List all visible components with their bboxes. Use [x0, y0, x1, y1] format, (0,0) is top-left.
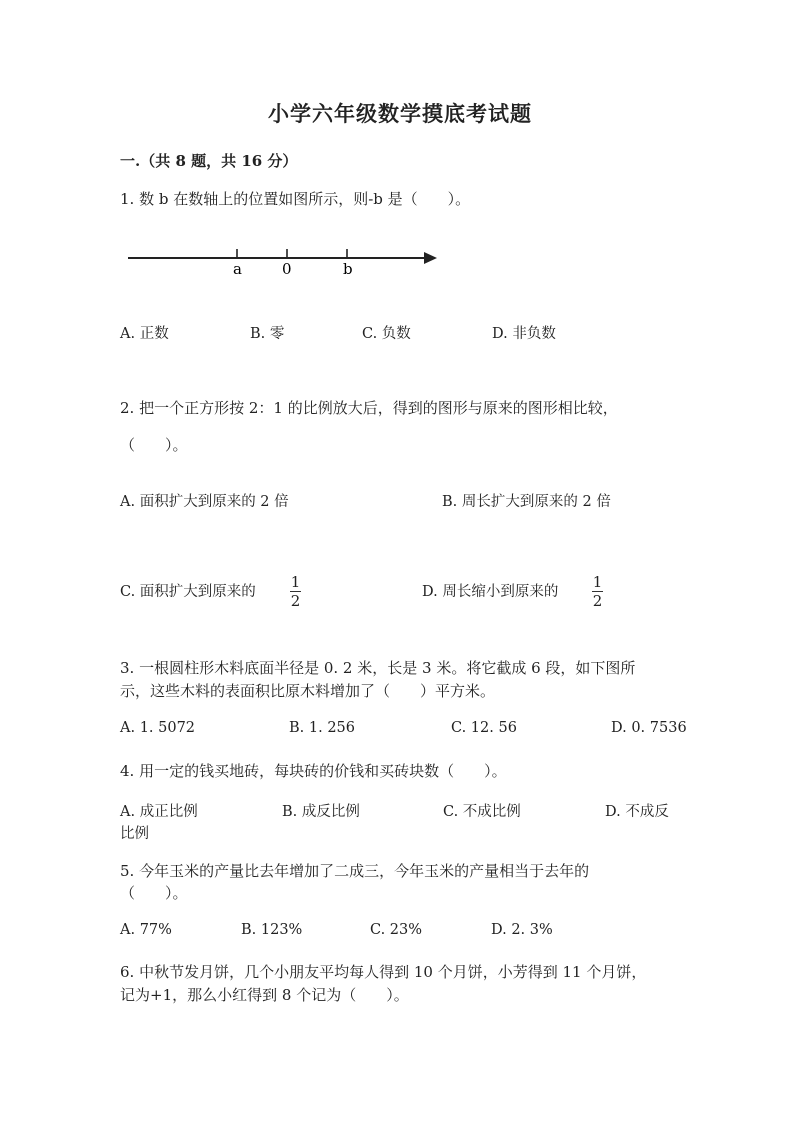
label-a: a — [233, 260, 242, 278]
question-3-stem-cont: 示，这些木料的表面积比原木料增加了（ ）平方米。 — [120, 682, 496, 700]
question-5-option-b[interactable]: B. 123% — [241, 922, 303, 938]
question-1-option-d[interactable]: D. 非负数 — [492, 326, 556, 342]
question-4-stem: 4. 用一定的钱买地砖，每块砖的价钱和买砖块数（ ）。 — [120, 762, 507, 780]
question-6-stem: 6. 中秋节发月饼，几个小朋友平均每人得到 10 个月饼，小芳得到 11 个月饼， — [120, 963, 647, 981]
question-5-option-c[interactable]: C. 23% — [370, 922, 423, 938]
label-b: b — [343, 260, 353, 278]
question-2-option-b[interactable]: B. 周长扩大到原来的 2 倍 — [442, 494, 611, 510]
question-2-stem-cont: （ ）。 — [120, 436, 188, 454]
question-1-option-c[interactable]: C. 负数 — [362, 326, 411, 342]
label-0: 0 — [282, 260, 292, 278]
fraction-one-half-c — [290, 574, 301, 609]
fraction-one-half-d — [592, 574, 603, 609]
question-1-option-a[interactable]: A. 正数 — [120, 326, 169, 342]
arrow-head-icon — [424, 252, 437, 264]
question-1-stem: 1. 数 b 在数轴上的位置如图所示，则-b 是（ ）。 — [120, 190, 471, 208]
question-4-option-d-wrap: 比例 — [120, 826, 149, 842]
page-title: 小学六年级数学摸底考试题 — [268, 101, 532, 126]
question-5-option-a[interactable]: A. 77% — [120, 922, 172, 938]
fraction-denominator: 2 — [592, 592, 603, 610]
number-line-diagram — [125, 242, 440, 278]
question-3-option-d[interactable]: D. 0. 7536 — [611, 720, 687, 736]
question-4-option-a[interactable]: A. 成正比例 — [120, 804, 198, 820]
question-2-stem: 2. 把一个正方形按 2：1 的比例放大后，得到的图形与原来的图形相比较， — [120, 399, 618, 417]
question-4-option-b[interactable]: B. 成反比例 — [282, 804, 360, 820]
question-6-stem-cont: 记为+1，那么小红得到 8 个记为（ ）。 — [120, 986, 409, 1004]
question-5-option-d[interactable]: D. 2. 3% — [491, 922, 553, 938]
question-2-option-c[interactable]: C. 面积扩大到原来的 — [120, 584, 256, 600]
question-2-option-a[interactable]: A. 面积扩大到原来的 2 倍 — [120, 494, 289, 510]
question-3-stem: 3. 一根圆柱形木料底面半径是 0. 2 米，长是 3 米。将它截成 6 段，如下图所 — [120, 659, 636, 677]
fraction-numerator: 1 — [290, 573, 301, 591]
question-5-stem-cont: （ ）。 — [120, 884, 188, 902]
question-4-option-d[interactable]: D. 不成反 — [605, 804, 669, 820]
question-3-option-c[interactable]: C. 12. 56 — [451, 720, 517, 736]
question-4-option-c[interactable]: C. 不成比例 — [443, 804, 521, 820]
question-5-stem: 5. 今年玉米的产量比去年增加了二成三，今年玉米的产量相当于去年的 — [120, 862, 590, 880]
question-3-option-a[interactable]: A. 1. 5072 — [120, 720, 196, 736]
question-2-option-d[interactable]: D. 周长缩小到原来的 — [422, 584, 559, 600]
question-3-option-b[interactable]: B. 1. 256 — [289, 720, 355, 736]
section-header: 一.（共 8 题，共 16 分） — [120, 152, 298, 170]
fraction-denominator: 2 — [290, 592, 301, 610]
fraction-numerator: 1 — [592, 573, 603, 591]
question-1-option-b[interactable]: B. 零 — [250, 326, 285, 342]
